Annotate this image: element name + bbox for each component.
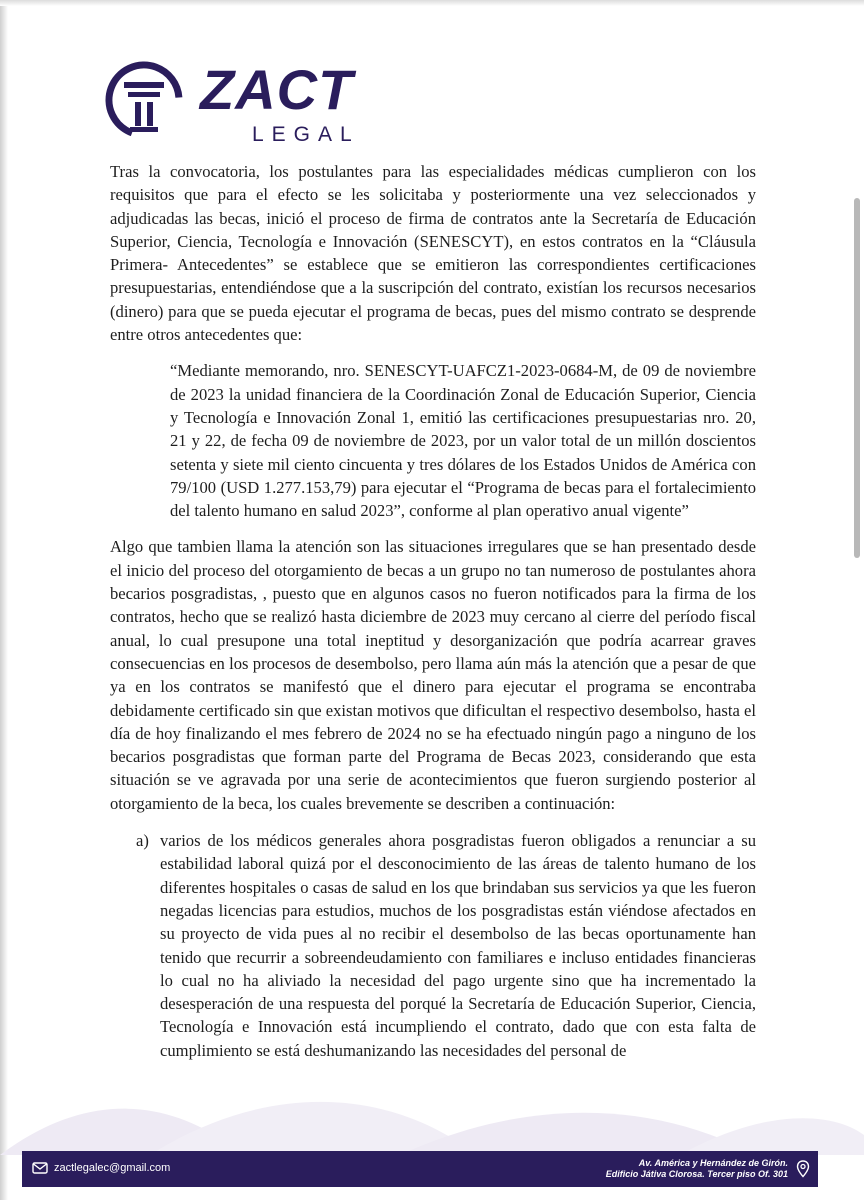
letterhead-logo (104, 60, 384, 152)
list-item-text: varios de los médicos generales ahora posgradistas fueron obligados a renunciar a su estabilidad laboral quizá por el desconocimiento de las áreas de talento humano de los diferentes hospitales o casas de salud en los que brindaban sus servicios ya que les fueron negadas licencias para estudios, muchos de los posgradistas están viéndose afectados en su proyecto de vida pues al no recibir el desembolso de las becas oportunamente han tenido que recurrir a sobreendeudamiento con familiares e incluso entidades financieras lo cual no ha aliviado la necesidad del pago urgente sino que ha incrementado la desesperación de una respuesta del porqué la Secretaría de Educación Superior, Ciencia, Tecnología e Innovación está incumpliendo el contrato, dado que con esta falta de cumplimiento se está deshumanizando las necesidades del personal de (160, 831, 756, 1060)
footer-email[interactable]: zactlegalec@gmail.com (54, 1162, 171, 1174)
brand-name: ZACT (200, 58, 354, 121)
list-item (110, 829, 756, 1062)
address-line-1: Av. América y Hernández de Girón. (638, 1158, 788, 1168)
paragraph-irregularities: Algo que tambien llama la atención son las situaciones irregulares que se han presentado desde el inicio del proceso del otorgamiento de becas a un grupo no tan numeroso de postulantes ahora becarios posgradistas, , puesto que en algunos casos no fueron notificados para la firma de los contratos, hecho que se realizó hasta diciembre de 2023 muy cercano al cierre del período fiscal anual, lo cual presupone una total ineptitud y desorganización que podría acarrear graves consecuencias en los procesos de desembolso, pero llama aún más la atención que a pesar de que ya en los contratos se manifestó que el dinero para ejecutar el programa se encontraba debidamente certificado sin que existan motivos que dificultan el respectivo desembolso, hasta el día de hoy finalizando el mes febrero de 2024 no se ha efectuado ningún pago a ninguno de los becarios posgradistas que forman parte del Programa de Becas 2023, considerando que esta situación se ve agravada por una serie de acontecimientos que fueron surgiendo posterior al otorgamiento de la beca, los cuales brevemente se describen a continuación: (110, 537, 756, 813)
footer-bar (22, 1151, 818, 1187)
scrollbar[interactable] (854, 198, 860, 558)
envelope-icon (32, 1161, 48, 1175)
footer-watermark (0, 1085, 864, 1155)
list-marker: a) (136, 831, 149, 851)
brand-subtitle: LEGAL (252, 123, 360, 146)
page-top-edge (0, 0, 864, 6)
quoted-antecedent: “Mediante memorando, nro. SENESCYT-UAFCZ1-2023-0684-M, de 09 de noviembre de 2023 la unidad financiera de la Coordinación Zonal de Educación Superior, Ciencia y Tecnología e Innovación Zonal 1, emitió las certificaciones presupuestarias nro. 20, 21 y 22, de fecha 09 de noviembre de 2023, por un valor total de un millón doscientos setenta y siete mil ciento cincuenta y tres dólares de los Estados Unidos de América con 79/100 (USD 1.277.153,79) para ejecutar el “Programa de becas para el fortalecimiento del talento humano en salud 2023”, conforme al plan operativo anual vigente” (170, 361, 756, 521)
paragraph-intro: Tras la convocatoria, los postulantes para las especialidades médicas cumplieron con los requisitos que para el efecto se les solicitaba y posteriormente una vez seleccionados y adjudicadas las becas, inició el proceso de firma de contratos ante la Secretaría de Educación Superior, Ciencia, Tecnología e Innovación (SENESCYT), en estos contratos en la “Cláusula Primera- Antecedentes” se establece que se emitieron las correspondientes certificaciones presupuestarias, entendiéndose que a la suscripción del contrato, existían los recursos necesarios (dinero) para que se pueda ejecutar el programa de becas, pues del mismo contrato se desprende entre otros antecedentes que: (110, 162, 756, 345)
document-body (110, 160, 756, 1062)
address-line-2: Edificio Játiva Clorosa. Tercer piso Of. 301 (605, 1169, 788, 1179)
footer-address (606, 1158, 788, 1180)
columns-emblem-icon (104, 60, 194, 152)
page-left-edge (0, 0, 8, 1200)
location-pin-icon (796, 1160, 810, 1178)
